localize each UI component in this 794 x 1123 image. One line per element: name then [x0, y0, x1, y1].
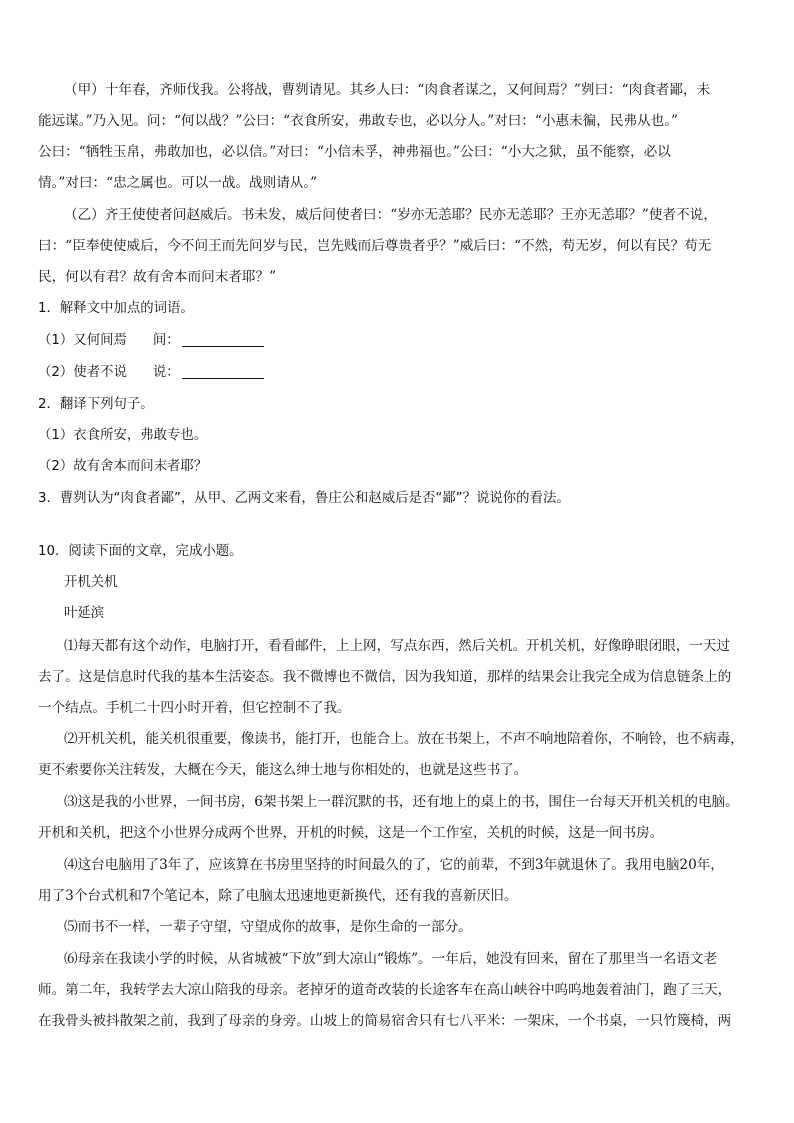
passage-b-line-3: 民，何以有君？故有舍本而问末者耶？”: [38, 269, 277, 285]
passage-a-line-3: 公曰：“牺牲玉帛，弗敢加也，必以信。”对曰：“小信未孚，神弗福也。”公曰：“小大之狱，虽不能察，必以: [38, 144, 671, 160]
paragraph-6-line-3: 在我骨头被抖散架之前，我到了母亲的身旁。山坡上的简易宿舍只有七八平米：一架床，一个书桌，一只竹篾椅，两: [38, 1013, 732, 1029]
paragraph-6-line-1: ⑹母亲在我读小学的时候，从省城被“下放”到大凉山“锻炼”。一年后，她没有回来，留在了那里当一名语文老: [64, 951, 718, 967]
question-1-item-1-text: （1）又何间焉: [38, 333, 127, 348]
question-1-item-1: [38, 331, 264, 351]
question-1: 1．解释文中加点的词语。: [38, 301, 194, 316]
paragraph-3-line-1: ⑶这是我的小世界，一间书房，6架书架上一群沉默的书，还有地上的桌上的书，围住一台每天开机关机的电脑。: [64, 794, 739, 810]
question-2-item-2: （2）故有舍本而问末者耶？: [38, 459, 208, 474]
passage-a-line-1: （甲）十年春，齐师伐我。公将战，曹刿请见。其乡人曰：“肉食者谋之，又何间焉？”刿曰：“肉食者鄙，未: [64, 82, 711, 98]
article-author: 叶延滨: [64, 606, 105, 621]
paragraph-5-line-1: ⑸而书不一样，一辈子守望，守望成你的故事，是你生命的一部分。: [64, 919, 472, 935]
question-2: 2．翻译下列句子。: [38, 397, 154, 412]
question-3: 3．曹刿认为“肉食者鄙”，从甲、乙两文来看，鲁庄公和赵威后是否“鄙”？说说你的看法。: [38, 491, 570, 506]
paragraph-1-line-2: 去了。这是信息时代我的基本生活姿态。我不微博也不微信，因为我知道，那样的结果会让我完全成为信息链条上的: [38, 669, 732, 685]
passage-a-line-2: 能远谋。”乃入见。问：“何以战？”公曰：“衣食所安，弗敢专也，必以分人。”对曰：“小惠未徧，民弗从也。”: [38, 113, 678, 129]
question-2-item-1: （1）衣食所安，弗敢专也。: [38, 428, 208, 443]
paragraph-4-line-2: 用了3个台式机和7个笔记本，除了电脑太迅速地更新换代，还有我的喜新厌旧。: [38, 888, 518, 904]
question-1-item-2: [38, 363, 264, 383]
question-1-item-2-word: 说：: [152, 365, 180, 380]
paragraph-1-line-3: 一个结点。手机二十四小时开着，但它控制不了我。: [38, 700, 351, 716]
passage-b-line-2: 曰：“臣奉使使威后，今不问王而先问岁与民，岂先贱而后尊贵者乎？”威后曰：“不然，苟无岁，何以有民？苟无: [38, 238, 712, 254]
question-1-item-1-word: 间：: [152, 333, 180, 348]
paragraph-2-line-1: ⑵开机关机，能关机很重要，像读书，能打开，也能合上。放在书架上，不声不响地陪着你，不响铃，也不病毒，: [64, 731, 744, 747]
paragraph-6-line-2: 师。第二年，我转学去大凉山陪我的母亲。老掉牙的道奇改装的长途客车在高山峡谷中呜呜地轰着油门，跑了三天，: [38, 982, 732, 998]
passage-a-line-4: 情。”对曰：“忠之属也。可以一战。战则请从。”: [38, 175, 318, 191]
paragraph-1-line-1: ⑴每天都有这个动作，电脑打开，看看邮件，上上网，写点东西，然后关机。开机关机，好像睁眼闭眼，一天过: [64, 638, 731, 654]
paragraph-4-line-1: ⑷这台电脑用了3年了，应该算在书房里坚持的时间最久的了，它的前辈，不到3年就退休了。我用电脑20年，: [64, 857, 724, 873]
paragraph-3-line-2: 开机和关机，把这个小世界分成两个世界，开机的时候，这是一个工作室，关机的时候，这是一间书房。: [38, 825, 664, 841]
passage-b-line-1: （乙）齐王使使者问赵威后。书未发，威后问使者曰：“岁亦无恙耶？民亦无恙耶？王亦无恙耶？”使者不说，: [64, 207, 717, 223]
answer-blank-1[interactable]: [182, 332, 264, 347]
article-title: 开机关机: [64, 575, 118, 590]
section-10-heading: 10．阅读下面的文章，完成小题。: [38, 544, 243, 559]
answer-blank-2[interactable]: [182, 364, 264, 379]
paragraph-2-line-2: 更不索要你关注转发，大概在今天，能这么绅士地与你相处的，也就是这些书了。: [38, 762, 528, 778]
question-1-item-2-text: （2）使者不说: [38, 365, 127, 380]
